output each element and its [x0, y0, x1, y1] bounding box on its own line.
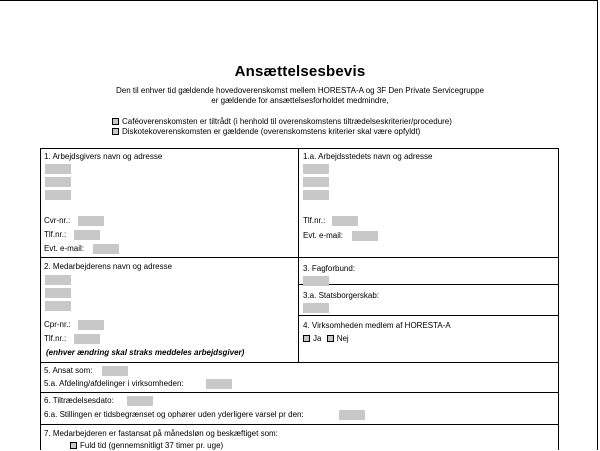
grid-line	[40, 424, 559, 425]
employed-as-field[interactable]	[102, 366, 128, 376]
disco-agreement-option	[112, 127, 452, 137]
horesta-member-label: 4. Virksomheden medlem af HORESTA-A	[303, 321, 451, 330]
employer-city-field[interactable]	[45, 190, 71, 200]
fulltime-checkbox[interactable]	[70, 442, 77, 449]
grid-line	[298, 284, 559, 285]
end-date-field[interactable]	[339, 410, 365, 420]
employer-cvr-label: Cvr-nr.:	[44, 216, 71, 225]
end-date-label: 6.a. Stillingen er tidsbegrænset og ophører uden yderligere varsel pr den:	[44, 410, 304, 419]
workplace-section-label: 1.a. Arbejdsstedets navn og adresse	[303, 152, 433, 161]
no-checkbox[interactable]	[327, 335, 334, 342]
cafe-agreement-option	[112, 117, 452, 127]
grid-line	[40, 362, 559, 363]
grid-line	[40, 257, 559, 258]
start-date-field[interactable]	[127, 396, 153, 406]
document-title: Ansættelsesbevis	[234, 63, 366, 80]
department-label: 5.a. Afdeling/afdelinger i virksomheden:	[44, 379, 184, 388]
disco-agreement-checkbox[interactable]	[112, 128, 119, 135]
workplace-address-field[interactable]	[303, 177, 329, 187]
agreement-checkboxes	[112, 117, 452, 137]
start-date-label: 6. Tiltrædelsesdato:	[44, 396, 114, 405]
page-top-border	[0, 0, 597, 1]
fulltime-label: Fuld tid (gennemsnitligt 37 timer pr. uge)	[80, 441, 224, 450]
employed-as-label: 5. Ansat som:	[44, 366, 93, 375]
grid-line	[40, 148, 559, 149]
employer-email-label: Evt. e-mail:	[44, 244, 85, 253]
employee-name-field[interactable]	[45, 275, 71, 285]
workplace-email-field[interactable]	[352, 231, 378, 241]
grid-line	[298, 148, 299, 362]
employer-phone-label: Tlf.nr.:	[44, 230, 67, 239]
cafe-agreement-label: Caféoverenskomsten er tiltrådt (i henhold til overenskomstens tiltrædelseskriterier/procedure)	[122, 117, 452, 126]
employee-cpr-label: Cpr-nr.:	[44, 320, 71, 329]
citizenship-label: 3.a. Statsborgerskab:	[303, 291, 380, 300]
workplace-phone-field[interactable]	[332, 216, 358, 226]
grid-line	[40, 392, 559, 393]
employee-phone-field[interactable]	[74, 334, 100, 344]
disco-agreement-label: Diskotekoverenskomsten er gældende (overenskomstens kriterier skal være opfyldt)	[122, 127, 421, 136]
employee-phone-label: Tlf.nr.:	[44, 334, 67, 343]
employer-phone-field[interactable]	[74, 230, 100, 240]
workplace-email-label: Evt. e-mail:	[303, 231, 344, 240]
workplace-phone-label: Tlf.nr.:	[303, 216, 326, 225]
employee-section-label: 2. Medarbejderens navn og adresse	[44, 262, 173, 271]
employment-type-label: 7. Medarbejderen er fastansat på månedsløn og beskæftiget som:	[44, 429, 278, 438]
grid-line	[558, 148, 559, 450]
intro-line-1: Den til enhver tid gældende hovedoverenskomst mellem HORESTA-A og 3F Den Private Servicegruppe	[115, 86, 485, 95]
employer-cvr-field[interactable]	[78, 216, 104, 226]
department-field[interactable]	[206, 379, 232, 389]
employer-email-field[interactable]	[93, 244, 119, 254]
grid-line	[40, 148, 41, 450]
employer-address-field[interactable]	[45, 177, 71, 187]
yes-label: Ja	[313, 334, 322, 343]
employer-section-label: 1. Arbejdsgivers navn og adresse	[44, 152, 163, 161]
intro-text	[0, 86, 600, 106]
citizenship-field[interactable]	[303, 303, 329, 313]
grid-line	[298, 315, 559, 316]
union-field[interactable]	[303, 276, 329, 286]
yes-checkbox[interactable]	[303, 335, 310, 342]
employee-city-field[interactable]	[45, 301, 71, 311]
cafe-agreement-checkbox[interactable]	[112, 118, 119, 125]
employee-address-field[interactable]	[45, 288, 71, 298]
employer-name-field[interactable]	[45, 164, 71, 174]
no-label: Nej	[336, 334, 349, 343]
union-label: 3. Fagforbund:	[303, 264, 356, 273]
intro-line-2: er gældende for ansættelsesforholdet medmindre,	[211, 96, 389, 105]
workplace-city-field[interactable]	[303, 190, 329, 200]
workplace-name-field[interactable]	[303, 164, 329, 174]
change-notice: (enhver ændring skal straks meddeles arbejdsgiver)	[46, 348, 245, 357]
employee-cpr-field[interactable]	[78, 320, 104, 330]
horesta-member-options	[303, 334, 349, 344]
